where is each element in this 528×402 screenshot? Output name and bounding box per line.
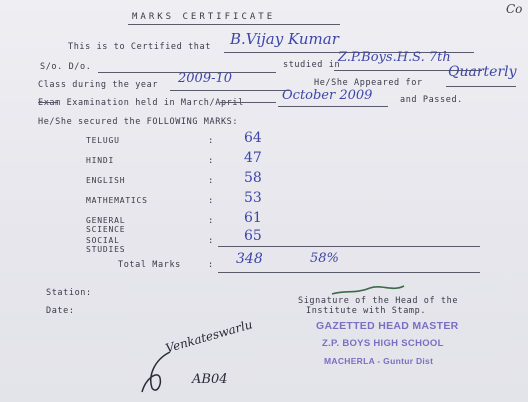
subject-marks: 64 (244, 130, 262, 146)
month-line (278, 106, 388, 107)
total-rule-bottom (218, 272, 480, 273)
station-label: Station: (46, 288, 92, 298)
date-label: Date: (46, 306, 75, 316)
subject-colon: : (208, 236, 214, 246)
subject-colon: : (208, 196, 214, 206)
title-underline (128, 24, 340, 25)
subject-marks: 61 (244, 210, 262, 226)
subject-marks: 53 (244, 190, 262, 206)
subject-name: MATHEMATICS (86, 196, 148, 205)
subject-colon: : (208, 136, 214, 146)
line3-mid: He/She Appeared for (314, 78, 423, 88)
line4-prefix: Exam Examination held in March/April (38, 98, 244, 108)
total-rule-top (218, 246, 480, 247)
year-line (170, 90, 290, 91)
total-value: 348 (236, 251, 263, 267)
subject-name: TELUGU (86, 136, 120, 145)
line2-prefix: S/o. D/o. (40, 62, 92, 72)
certificate-title: MARKS CERTIFICATE (132, 12, 276, 22)
exam-month: October 2009 (282, 88, 373, 103)
subject-colon: : (208, 216, 214, 226)
bottom-signature: Venkateswarlu (164, 317, 255, 356)
signature-caption-2: Institute with Stamp. (306, 306, 427, 316)
signature-caption-1: Signature of the Head of the (298, 296, 459, 306)
bottom-signature-date: AB04 (192, 372, 228, 387)
line1-prefix: This is to Certified that (68, 42, 211, 52)
bottom-signature-flourish (140, 348, 190, 398)
subject-marks: 47 (244, 150, 262, 166)
exam-type-line (446, 86, 516, 87)
stamp-line-3: MACHERLA - Guntur Dist (324, 356, 434, 366)
strike-exam (38, 102, 58, 103)
subject-marks: 58 (244, 170, 262, 186)
line2-mid: studied in (283, 60, 341, 70)
subject-colon: : (208, 156, 214, 166)
line3-prefix: Class during the year (38, 80, 159, 90)
line4-suffix: and Passed. (400, 95, 463, 105)
total-colon: : (208, 260, 214, 270)
school-written: Z.P.Boys.H.S. 7th (338, 50, 451, 65)
subject-marks: 65 (244, 228, 262, 244)
total-label: Total Marks (118, 260, 181, 270)
stamp-line-2: Z.P. BOYS HIGH SCHOOL (322, 338, 444, 349)
exam-type: Quarterly (448, 64, 517, 80)
strike-march-april (220, 102, 276, 103)
subject-colon: : (208, 176, 214, 186)
subject-name: HINDI (86, 156, 115, 165)
line5: He/She secured the FOLLOWING MARKS: (38, 117, 239, 127)
subject-name: ENGLISH (86, 176, 126, 185)
percentage: 58% (310, 251, 339, 266)
corner-note: Co (506, 2, 523, 16)
year: 2009-10 (178, 71, 233, 86)
subject-name: SOCIAL STUDIES (86, 236, 126, 254)
subject-name: GENERAL SCIENCE (86, 216, 126, 234)
student-name: B.Vijay Kumar (230, 30, 339, 48)
stamp-line-1: GAZETTED HEAD MASTER (316, 320, 459, 332)
